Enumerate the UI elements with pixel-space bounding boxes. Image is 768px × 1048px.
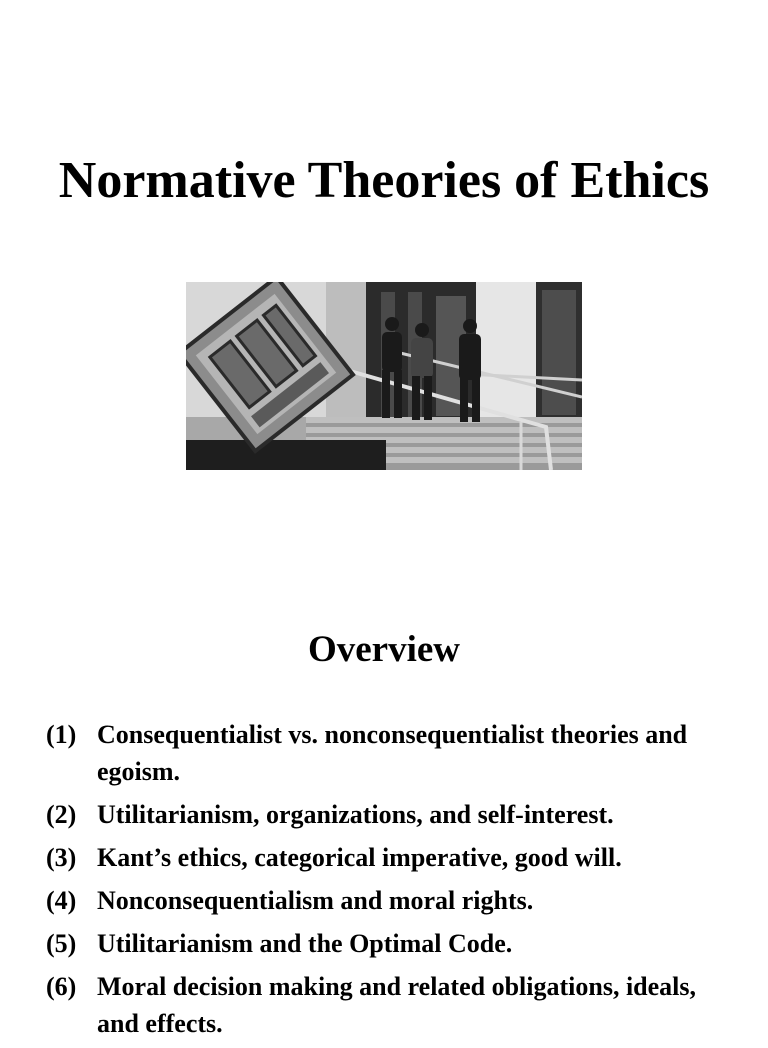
item-text: Consequentialist vs. nonconsequentialist theories and egoism.: [97, 720, 688, 786]
item-text: Nonconsequentialism and moral rights.: [97, 886, 534, 915]
item-number: (4): [46, 886, 77, 915]
overview-item: [46, 796, 736, 833]
item-text: Utilitarianism, organizations, and self-interest.: [97, 800, 614, 829]
slide-title: Normative Theories of Ethics: [58, 152, 710, 209]
item-number: (2): [46, 800, 77, 829]
overview-item: [46, 839, 736, 876]
overview-item: [46, 925, 736, 962]
overview-title: Overview: [307, 629, 461, 670]
item-number: (3): [46, 843, 77, 872]
overview-item: [46, 968, 736, 1042]
item-number: (6): [46, 972, 77, 1001]
overview-list: [46, 716, 736, 1048]
item-number: (1): [46, 720, 77, 749]
overview-item: [46, 882, 736, 919]
item-text: Utilitarianism and the Optimal Code.: [97, 929, 513, 958]
item-text: Kant’s ethics, categorical imperative, good will.: [97, 843, 622, 872]
building-entrance-photo: [186, 282, 582, 470]
item-number: (5): [46, 929, 77, 958]
overview-item: [46, 716, 736, 790]
item-text: Moral decision making and related obligations, ideals, and effects.: [97, 972, 697, 1038]
